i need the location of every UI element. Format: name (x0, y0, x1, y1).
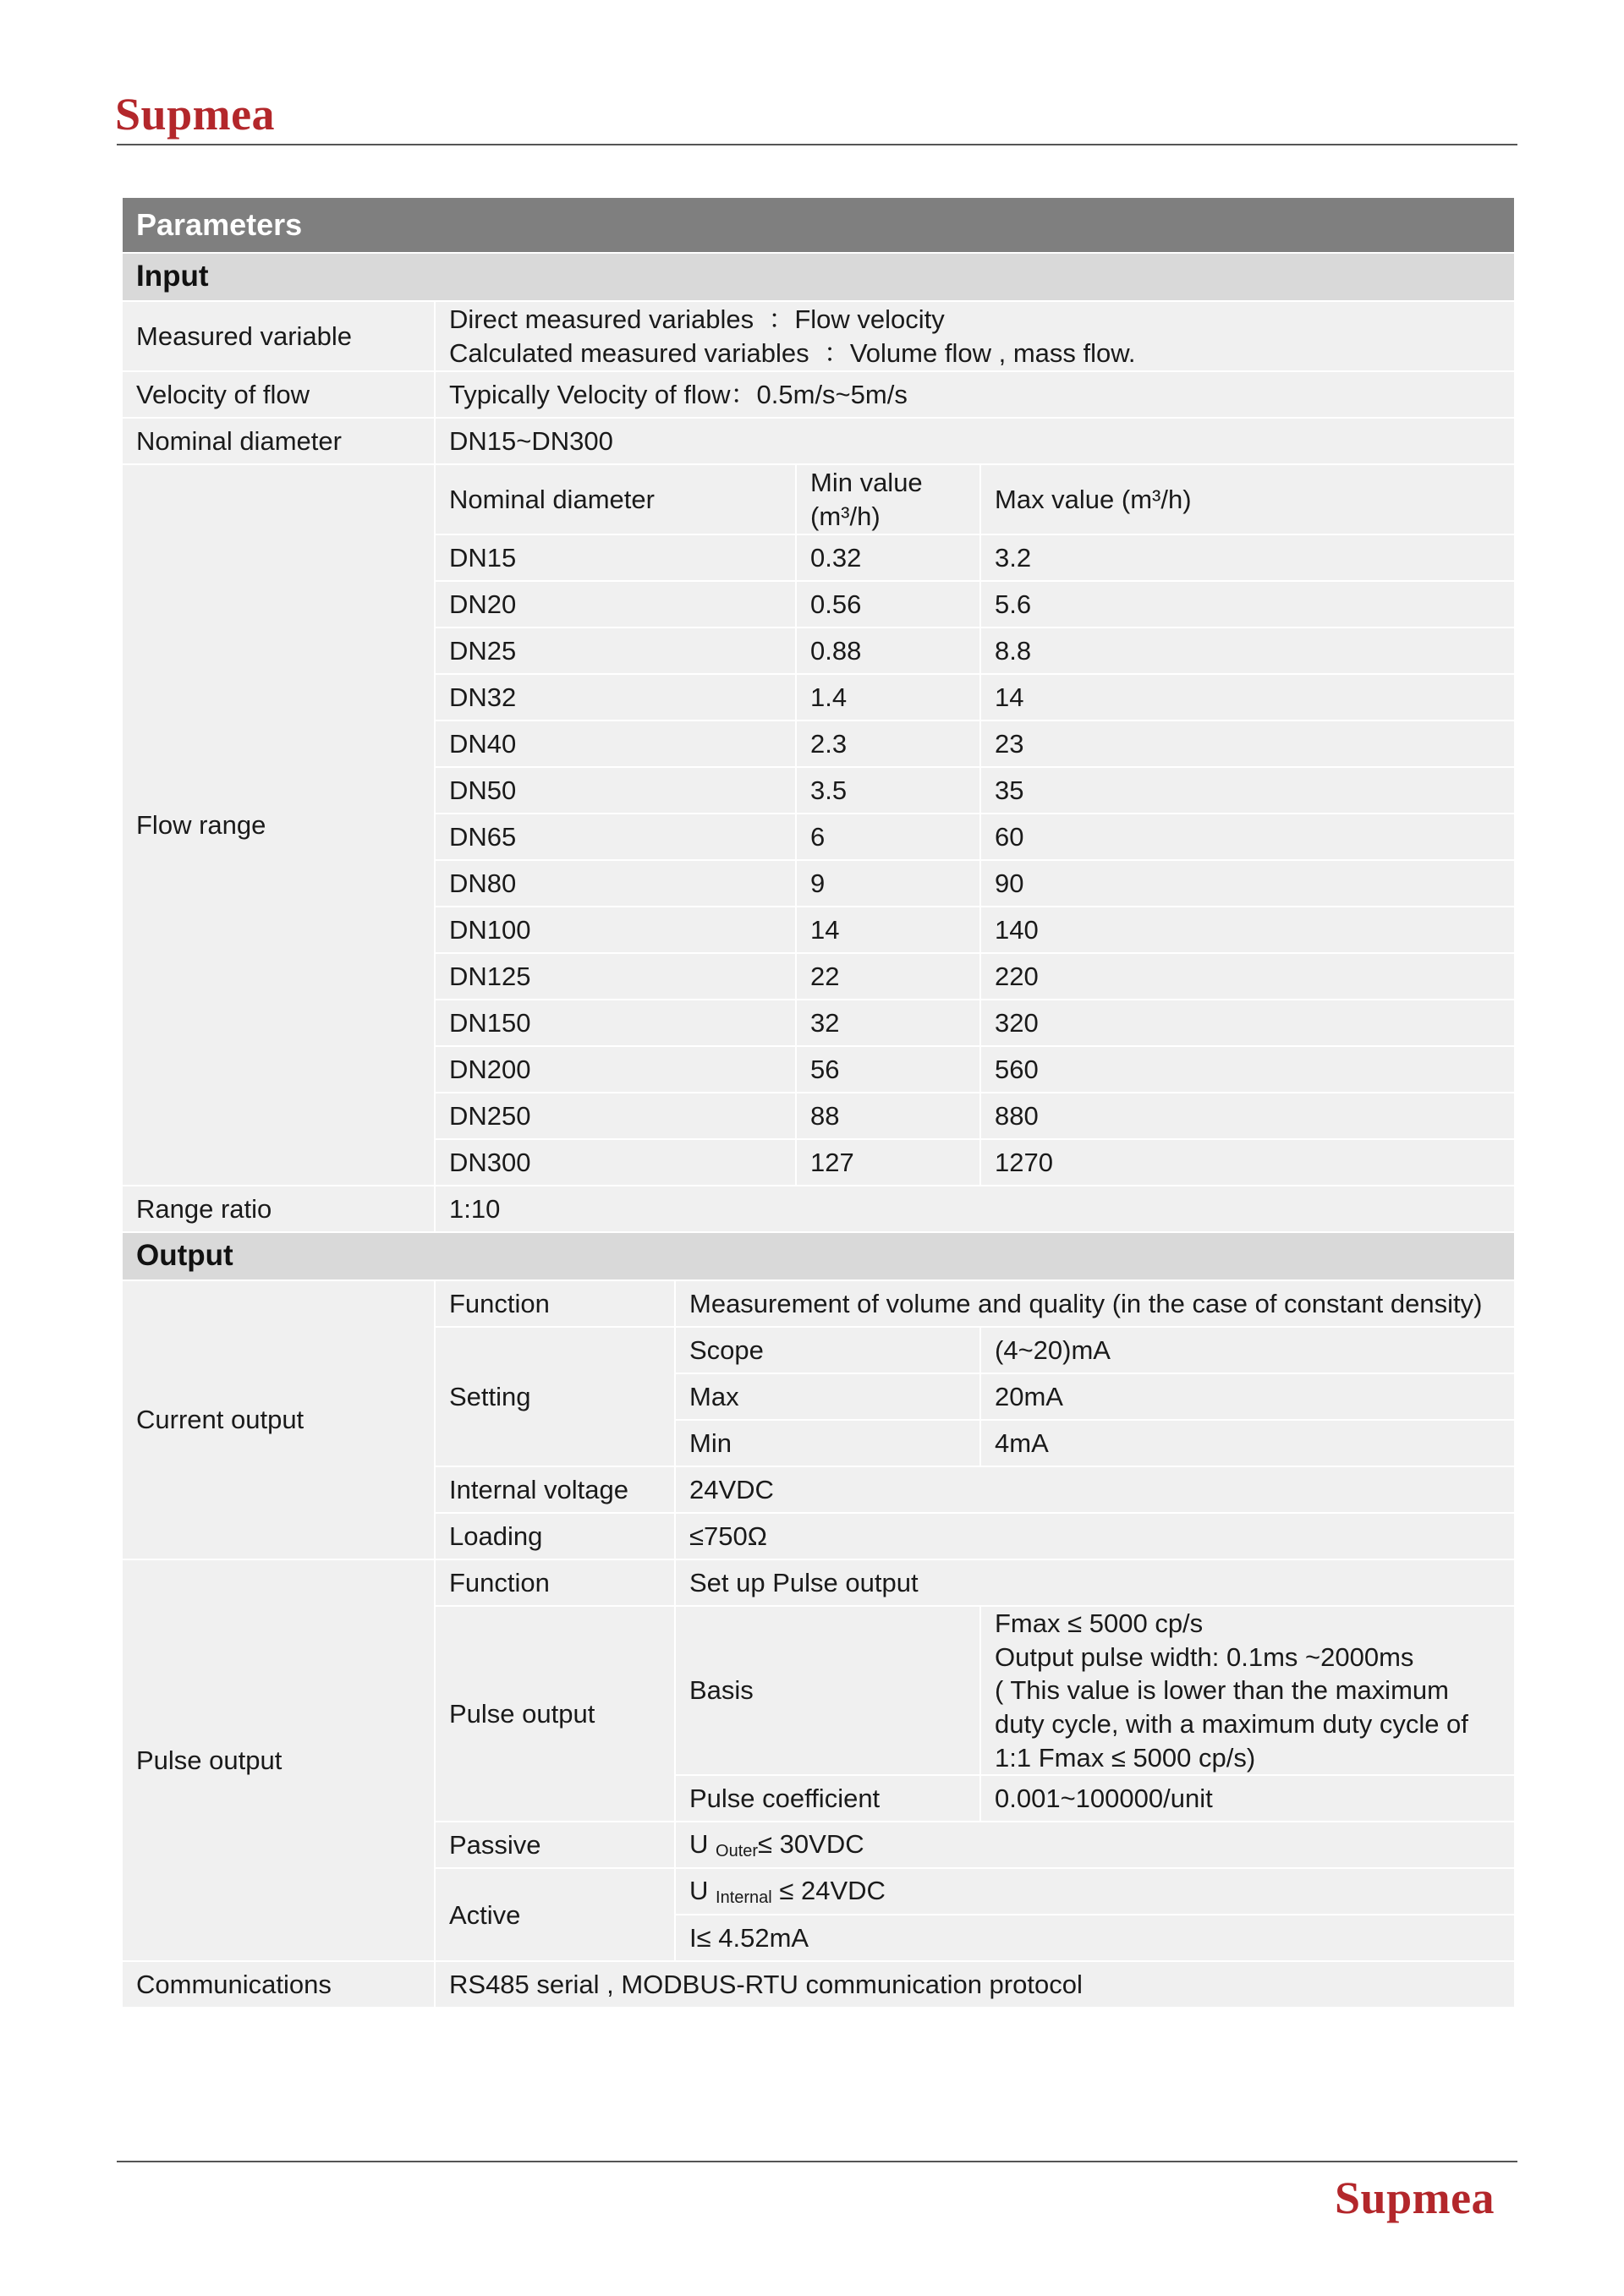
flow-min-cell: 6 (796, 814, 980, 860)
passive-label: Passive (435, 1822, 675, 1868)
flow-dn-cell: DN150 (435, 1000, 796, 1046)
flow-dn-cell: DN200 (435, 1046, 796, 1093)
header-logo: Supmea (115, 89, 276, 140)
flow-max-cell: 23 (980, 721, 1515, 767)
pulse-coefficient-label: Pulse coefficient (675, 1775, 980, 1822)
flow-max-cell: 880 (980, 1093, 1515, 1139)
flow-dn-cell: DN15 (435, 534, 796, 581)
measured-variable-value (435, 301, 1515, 371)
flow-min-cell: 22 (796, 953, 980, 1000)
flow-max-cell: 5.6 (980, 581, 1515, 627)
max-value: 20mA (980, 1373, 1515, 1420)
loading-value: ≤750Ω (675, 1513, 1515, 1559)
flow-dn-cell: DN100 (435, 907, 796, 953)
footer-divider (117, 2161, 1517, 2162)
pulse-coefficient-value: 0.001~100000/unit (980, 1775, 1515, 1822)
nominal-diameter-value: DN15~DN300 (435, 418, 1515, 464)
active-subscript: Internal (716, 1888, 772, 1908)
basis-line: Output pulse width: 0.1ms ~2000ms (995, 1641, 1414, 1672)
nominal-diameter-label: Nominal diameter (122, 418, 435, 464)
flow-dn-cell: DN65 (435, 814, 796, 860)
flow-max-cell: 35 (980, 767, 1515, 814)
table-title: Parameters (122, 197, 1515, 253)
basis-line: Fmax ≤ 5000 cp/s (995, 1608, 1204, 1638)
pulse-output-section-label: Pulse output (122, 1559, 435, 1961)
table-row (122, 371, 1515, 418)
min-label: Min (675, 1420, 980, 1466)
flow-dn-cell: DN80 (435, 860, 796, 907)
flow-min-cell: 0.32 (796, 534, 980, 581)
pulse-output-label: Pulse output (435, 1606, 675, 1822)
communications-label: Communications (122, 1961, 435, 2008)
flow-max-cell: 560 (980, 1046, 1515, 1093)
loading-label: Loading (435, 1513, 675, 1559)
flow-col-max-header: Max value (m³/h) (980, 464, 1515, 534)
basis-label: Basis (675, 1606, 980, 1775)
current-output-label: Current output (122, 1280, 435, 1559)
flow-max-cell: 8.8 (980, 627, 1515, 674)
table-row (122, 464, 1515, 534)
passive-value (675, 1822, 1515, 1868)
active-u: U (689, 1876, 709, 1906)
pulse-function-label: Function (435, 1559, 675, 1606)
max-label: Max (675, 1373, 980, 1420)
min-value: 4mA (980, 1420, 1515, 1466)
flow-dn-cell: DN32 (435, 674, 796, 721)
flow-min-cell: 3.5 (796, 767, 980, 814)
table-row (122, 1961, 1515, 2008)
flow-dn-cell: DN50 (435, 767, 796, 814)
table-row (122, 1186, 1515, 1232)
flow-min-cell: 14 (796, 907, 980, 953)
setting-label: Setting (435, 1327, 675, 1466)
flow-dn-cell: DN250 (435, 1093, 796, 1139)
parameters-table (121, 196, 1516, 2008)
flow-max-cell: 14 (980, 674, 1515, 721)
footer-logo: Supmea (1335, 2173, 1495, 2223)
range-ratio-label: Range ratio (122, 1186, 435, 1232)
flow-max-cell: 220 (980, 953, 1515, 1000)
flow-dn-cell: DN125 (435, 953, 796, 1000)
flow-dn-cell: DN25 (435, 627, 796, 674)
pulse-function-value: Set up Pulse output (675, 1559, 1515, 1606)
flow-min-cell: 88 (796, 1093, 980, 1139)
flow-max-cell: 140 (980, 907, 1515, 953)
flow-col-nominal-header: Nominal diameter (435, 464, 796, 534)
measured-variable-line: Calculated measured variables ：Volume flow , mass flow. (449, 337, 1136, 368)
velocity-value: Typically Velocity of flow：0.5m/s~5m/s (435, 371, 1515, 418)
flow-min-cell: 56 (796, 1046, 980, 1093)
header-divider (117, 144, 1517, 145)
current-function-value: Measurement of volume and quality (in the case of constant density) (675, 1280, 1515, 1327)
table-row (122, 1559, 1515, 1606)
flow-max-cell: 60 (980, 814, 1515, 860)
table-row (122, 301, 1515, 371)
output-section-heading: Output (122, 1232, 1515, 1280)
active-current-value: I≤ 4.52mA (675, 1915, 1515, 1961)
flow-max-cell: 1270 (980, 1139, 1515, 1186)
active-limit: ≤ 24VDC (771, 1876, 886, 1906)
measured-variable-line: Direct measured variables ：Flow velocity (449, 304, 945, 334)
flow-dn-cell: DN20 (435, 581, 796, 627)
current-function-label: Function (435, 1280, 675, 1327)
flow-max-cell: 3.2 (980, 534, 1515, 581)
passive-u: U (689, 1829, 709, 1860)
table-row (122, 1280, 1515, 1327)
communications-value: RS485 serial , MODBUS-RTU communication protocol (435, 1961, 1515, 2008)
basis-value (980, 1606, 1515, 1775)
scope-value: (4~20)mA (980, 1327, 1515, 1373)
measured-variable-label: Measured variable (122, 301, 435, 371)
basis-line: ( This value is lower than the maximum duty cycle, with a maximum duty cycle of 1:1 Fmax ≤ 5000 cp/s) (995, 1675, 1468, 1773)
passive-limit: ≤ 30VDC (758, 1829, 864, 1860)
passive-subscript: Outer (716, 1842, 759, 1861)
active-voltage-value (675, 1868, 1515, 1915)
active-label: Active (435, 1868, 675, 1961)
flow-dn-cell: DN40 (435, 721, 796, 767)
flow-min-cell: 0.88 (796, 627, 980, 674)
internal-voltage-value: 24VDC (675, 1466, 1515, 1513)
input-section-heading: Input (122, 253, 1515, 301)
flow-min-cell: 127 (796, 1139, 980, 1186)
flow-range-label: Flow range (122, 464, 435, 1186)
flow-min-cell: 2.3 (796, 721, 980, 767)
flow-max-cell: 90 (980, 860, 1515, 907)
flow-max-cell: 320 (980, 1000, 1515, 1046)
scope-label: Scope (675, 1327, 980, 1373)
flow-min-cell: 0.56 (796, 581, 980, 627)
table-row (122, 418, 1515, 464)
flow-min-cell: 1.4 (796, 674, 980, 721)
flow-min-cell: 32 (796, 1000, 980, 1046)
flow-col-min-header: Min value (m³/h) (796, 464, 980, 534)
range-ratio-value: 1:10 (435, 1186, 1515, 1232)
flow-dn-cell: DN300 (435, 1139, 796, 1186)
internal-voltage-label: Internal voltage (435, 1466, 675, 1513)
flow-min-cell: 9 (796, 860, 980, 907)
velocity-label: Velocity of flow (122, 371, 435, 418)
